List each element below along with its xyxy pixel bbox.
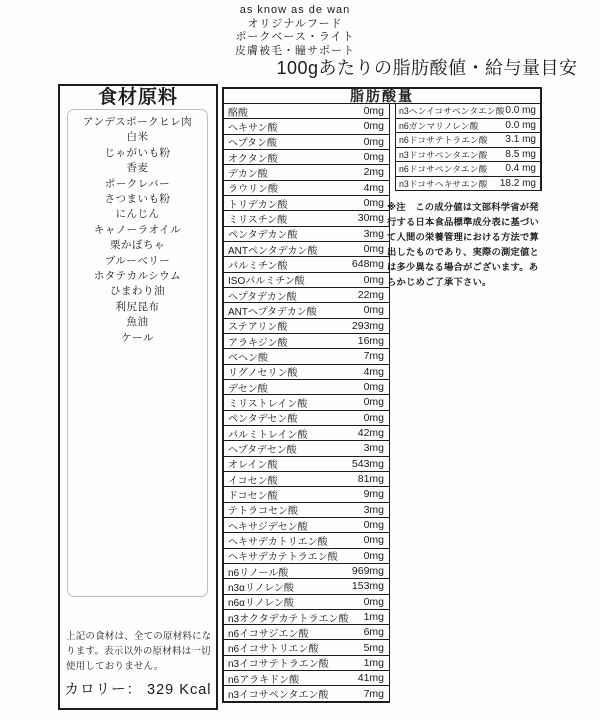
fatty-acid-value: 30mg <box>357 212 384 225</box>
fatty-acid-value: 3mg <box>363 503 384 516</box>
fatty-acid-value: 0mg <box>363 381 384 394</box>
fatty-acid-value: 9mg <box>363 488 384 501</box>
fatty-acid-row <box>396 148 540 163</box>
fatty-acid-row <box>224 242 389 257</box>
fatty-acid-side-table <box>395 104 542 191</box>
fatty-acid-name: ペンタデセン酸 <box>228 414 298 426</box>
fatty-acid-name: ヘプタデカン酸 <box>228 291 297 303</box>
fatty-acid-name: デセン酸 <box>228 383 268 395</box>
ingredient-item: ひまわり油 <box>110 285 165 298</box>
ingredient-item: さつまいも粉 <box>104 193 171 206</box>
fatty-acid-row <box>224 518 389 533</box>
fatty-acid-name: n6イコサジエン酸 <box>228 628 309 640</box>
fatty-acid-name: ISOパルミチン酸 <box>228 276 305 288</box>
fatty-acid-value: 22mg <box>357 289 384 302</box>
fatty-acid-name: ミリスチン酸 <box>228 214 288 226</box>
fatty-acid-row <box>224 395 389 410</box>
fatty-acid-name: ヘプタデセン酸 <box>228 444 297 456</box>
fatty-acid-value: 42mg <box>357 427 384 440</box>
fatty-acid-row <box>396 119 540 134</box>
fatty-acid-value: 0mg <box>363 197 384 210</box>
fatty-acid-value: 0mg <box>363 105 384 118</box>
fatty-acid-name: n3αリノレン酸 <box>228 582 294 594</box>
fatty-acid-row <box>224 196 389 211</box>
fatty-acid-value: 969mg <box>351 565 384 577</box>
fatty-acid-value: 7mg <box>363 350 384 363</box>
fatty-acid-value: 0mg <box>363 595 384 608</box>
fatty-acid-value: 543mg <box>351 457 384 470</box>
calorie-line <box>60 678 216 699</box>
product-header-line: as know as de wan <box>239 4 351 16</box>
fatty-acid-value: 0mg <box>363 519 384 532</box>
fatty-acid-name: ヘキサデカテトラエン酸 <box>228 552 338 564</box>
ingredient-item: ポークレバー <box>104 177 171 190</box>
fatty-acid-value: 3mg <box>363 227 384 240</box>
fatty-acid-name: イコセン酸 <box>228 475 278 487</box>
fatty-acid-value: 41mg <box>357 672 384 685</box>
fatty-acid-value: 4mg <box>363 365 384 378</box>
ingredients-title: 食材原料 <box>97 87 178 108</box>
fatty-acid-value: 7mg <box>363 687 384 700</box>
fatty-acid-row <box>224 487 389 502</box>
fatty-acid-row <box>224 441 389 456</box>
fatty-acid-row <box>224 104 389 119</box>
fatty-acid-row <box>224 503 389 518</box>
fatty-acid-row <box>396 104 540 119</box>
fatty-acid-disclaimer-note: ※注 この成分値は文部科学省が発行する日本食品標準成分表に基づいて人間の栄養管理における方法で算出したものであり、実際の測定値とは多少異なる場合がございます。あらかじめご了承下さい。 <box>387 202 539 287</box>
fatty-acid-main-table <box>222 104 390 703</box>
fatty-acid-row <box>224 686 389 700</box>
fatty-acid-name: ヘキサジデセン酸 <box>228 521 308 533</box>
fatty-acid-row <box>224 288 389 303</box>
fatty-acid-table-title: 脂肪酸量 <box>222 87 542 104</box>
fatty-acid-value: 8.5 mg <box>505 148 536 160</box>
fatty-acid-name: 酪酸 <box>228 107 248 119</box>
fatty-acid-name: ANTペンタデカン酸 <box>228 245 318 257</box>
fatty-acid-row <box>224 380 389 395</box>
ingredient-item: 香麦 <box>126 162 149 175</box>
fatty-acid-row <box>224 625 389 640</box>
fatty-acid-row <box>224 181 389 196</box>
ingredient-item: 利尻昆布 <box>115 300 160 313</box>
fatty-acid-row <box>224 349 389 364</box>
page-title: 100gあたりの脂肪酸値・給与量目安 <box>276 58 578 78</box>
fatty-acid-name: ヘキサン酸 <box>228 123 278 134</box>
fatty-acid-name: n6イコサトリエン酸 <box>228 644 319 656</box>
fatty-acid-value: 3.1 mg <box>505 134 536 146</box>
fatty-acid-row <box>396 133 540 148</box>
fatty-acid-name: ヘキサデカトリエン酸 <box>228 536 328 548</box>
fatty-acid-row <box>224 319 389 334</box>
fatty-acid-value: 0mg <box>363 411 384 424</box>
fatty-acid-value: 648mg <box>351 258 384 271</box>
fatty-acid-name: ミリストレイン酸 <box>228 398 308 410</box>
fatty-acid-value: 293mg <box>351 319 384 332</box>
fatty-acid-name: n6ガンマリノレン酸 <box>399 120 479 131</box>
fatty-acid-value: 3mg <box>363 442 384 455</box>
fatty-acid-row <box>224 365 389 380</box>
fatty-acid-value: 18.2 mg <box>499 177 536 189</box>
fatty-acid-name: ANTヘプタデカン酸 <box>228 306 317 318</box>
fatty-acid-name: オクタン酸 <box>228 153 278 165</box>
fatty-acid-row <box>224 411 389 426</box>
product-header-line: 皮膚被毛・瞳サポート <box>235 44 355 57</box>
fatty-acid-value: 0mg <box>363 243 384 256</box>
fatty-acid-name: リグノセリン酸 <box>228 368 298 380</box>
fatty-acid-name: ペンタデカン酸 <box>228 230 298 242</box>
product-header <box>0 4 590 58</box>
fatty-acid-row <box>224 257 389 272</box>
fatty-acid-row <box>224 610 389 625</box>
product-header-line: ポークベース・ライト <box>235 31 355 43</box>
fatty-acid-row <box>396 162 540 177</box>
fatty-acid-value: 16mg <box>357 335 384 348</box>
fatty-acid-name: ベヘン酸 <box>228 352 268 364</box>
fatty-acid-row <box>396 177 540 191</box>
fatty-acid-value: 0.0 mg <box>505 105 536 117</box>
fatty-acid-value: 0mg <box>363 304 384 317</box>
fatty-acid-value: 0.0 mg <box>505 119 536 131</box>
fatty-acid-value: 0mg <box>363 273 384 286</box>
fatty-acid-value: 2mg <box>363 166 384 179</box>
fatty-acid-row <box>224 564 389 579</box>
ingredient-item: ブルーベリー <box>104 254 171 267</box>
fatty-acid-name: オレイン酸 <box>228 460 278 472</box>
ingredients-note: 上記の食材は、全ての原材料になります。表示以外の原材料は一切使用しておりません。 <box>66 631 212 672</box>
ingredients-list-box <box>67 109 208 597</box>
fatty-acid-name: パルミチン酸 <box>228 260 288 272</box>
fatty-acid-value: 4mg <box>363 181 384 194</box>
fatty-acid-name: ヘプタン酸 <box>228 138 277 150</box>
fatty-acid-row <box>224 211 389 226</box>
fatty-acid-value: 0.4 mg <box>505 163 536 175</box>
fatty-acid-value: 81mg <box>357 473 384 486</box>
fatty-acid-value: 0mg <box>363 396 384 409</box>
fatty-acid-name: ラウリン酸 <box>228 184 278 196</box>
fatty-acid-row <box>224 150 389 165</box>
fatty-acid-name: n6ドコサペンタエン酸 <box>399 164 488 175</box>
fatty-acid-row <box>224 227 389 242</box>
ingredient-item: じゃがいも粉 <box>104 146 171 159</box>
ingredient-item: ケール <box>121 331 154 344</box>
ingredient-item: 栗かぼちゃ <box>110 239 165 252</box>
fatty-acid-row <box>224 579 389 594</box>
fatty-acid-value: 0mg <box>363 151 384 164</box>
ingredients-panel <box>58 84 218 710</box>
fatty-acid-name: n6アラキドン酸 <box>228 674 300 686</box>
fatty-acid-value: 153mg <box>351 580 384 593</box>
fatty-acid-name: n3ドコサヘキサエン酸 <box>399 178 488 189</box>
fatty-acid-name: n3ドコサペンタエン酸 <box>399 149 488 160</box>
ingredient-item: アンデスポークヒレ肉 <box>82 116 193 128</box>
fatty-acid-row <box>224 472 389 487</box>
fatty-acid-value: 6mg <box>363 626 384 639</box>
fatty-acid-value: 0mg <box>363 120 384 133</box>
product-header-line: オリジナルフード <box>247 17 343 30</box>
fatty-acid-row <box>224 303 389 318</box>
fatty-acid-row <box>224 640 389 655</box>
fatty-acid-row <box>224 595 389 610</box>
fatty-acid-name: ドコセン酸 <box>228 490 278 502</box>
fatty-acid-value: 0mg <box>363 135 384 148</box>
ingredient-item: ホタテカルシウム <box>93 270 182 283</box>
ingredient-item: 白米 <box>126 131 149 144</box>
fatty-acid-value: 5mg <box>363 641 384 654</box>
fatty-acid-name: n3イコサテトラエン酸 <box>228 659 329 671</box>
fatty-acid-row <box>224 549 389 564</box>
ingredient-item: 魚油 <box>126 316 149 329</box>
fatty-acid-row <box>224 533 389 548</box>
fatty-acid-row <box>224 135 389 150</box>
fatty-acid-name: トリデカン酸 <box>228 199 288 211</box>
fatty-acid-name: n6リノール酸 <box>228 567 289 579</box>
fatty-acid-name: n6αリノレン酸 <box>228 598 294 610</box>
fatty-acid-name: n6ドコサテトラエン酸 <box>399 135 488 146</box>
fatty-acid-value: 0mg <box>363 534 384 547</box>
fatty-acid-row <box>224 165 389 180</box>
fatty-acid-row <box>224 119 389 134</box>
fatty-acid-value: 0mg <box>363 549 384 562</box>
ingredient-item: キャノーラオイル <box>93 223 182 236</box>
ingredient-item: にんじん <box>115 208 160 221</box>
fatty-acid-name: n3イコサペンタエン酸 <box>228 690 329 702</box>
fatty-acid-name: ステアリン酸 <box>228 322 288 334</box>
fatty-acid-name: パルミトレイン酸 <box>228 429 308 441</box>
fatty-acid-row <box>224 273 389 288</box>
fatty-acid-value: 1mg <box>363 610 384 623</box>
fatty-acid-value: 1mg <box>363 656 384 669</box>
fatty-acid-row <box>224 457 389 472</box>
fatty-acid-name: n3ヘンイコサペンタエン酸 <box>399 106 505 117</box>
fatty-acid-name: デカン酸 <box>228 168 268 180</box>
calorie-value: 329 Kcal <box>147 682 212 698</box>
calorie-label: カロリー： <box>64 682 143 698</box>
fatty-acid-row <box>224 671 389 686</box>
fatty-acid-name: アラキジン酸 <box>228 337 288 349</box>
fatty-acid-name: n3オクタデカテトラエン酸 <box>228 613 349 625</box>
fatty-acid-row <box>224 426 389 441</box>
fatty-acid-name: テトラコセン酸 <box>228 506 298 518</box>
fatty-acid-row <box>224 334 389 349</box>
fatty-acid-row <box>224 656 389 671</box>
